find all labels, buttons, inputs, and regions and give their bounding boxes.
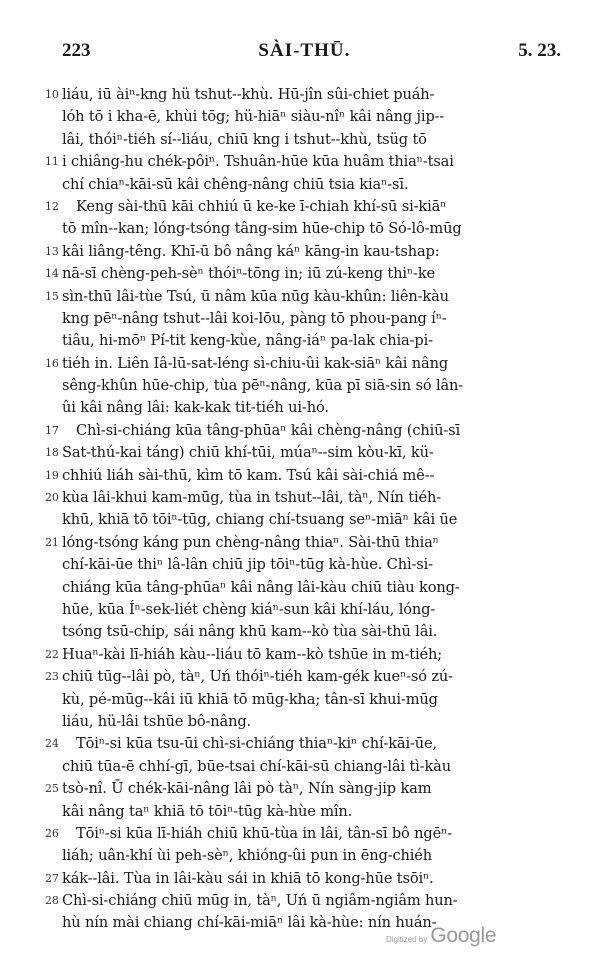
line-text: liáu, iū àiⁿ-kng hü tshut--khù. Hū-jîn sûi-chiet puáh- bbox=[62, 86, 435, 103]
text-line bbox=[45, 420, 562, 442]
line-text: ûi kâi nâng lâi: kak-kak tit-tiéh ui-hó. bbox=[62, 399, 329, 417]
body-text bbox=[45, 84, 562, 935]
line-text: hù nín mài chiang chí-kāi-miāⁿ lâi kà-hùe: nín huán- bbox=[62, 914, 437, 932]
text-line bbox=[62, 577, 562, 599]
text-line bbox=[62, 554, 562, 576]
text-line bbox=[45, 733, 562, 755]
verse-number: 24 bbox=[45, 737, 59, 751]
text-line bbox=[45, 778, 562, 800]
verse-number: 20 bbox=[45, 491, 59, 505]
verse-number: 22 bbox=[45, 647, 59, 661]
text-line bbox=[45, 286, 562, 308]
line-text: Chì-si-chiáng chiū mūg in, tàⁿ, Uń ū ngiâm-ngiâm hun- bbox=[62, 892, 458, 910]
verse-number: 14 bbox=[45, 267, 59, 281]
line-text: nā-sī chèng-peh-sèⁿ thóiⁿ-tōng in; iū zú-keng thiⁿ-ke bbox=[62, 265, 435, 283]
line-text: Tōiⁿ-si kūa tsu-ūi chì-si-chiáng thiaⁿ-kiⁿ chí-kāi-ūe, bbox=[76, 735, 438, 753]
text-line bbox=[62, 218, 562, 240]
page-header bbox=[62, 40, 561, 64]
verse-number: 23 bbox=[45, 670, 59, 684]
text-line bbox=[45, 465, 562, 487]
line-text: lóh tō i kha-ē, khùi tōg; hü-hiāⁿ siàu-nîⁿ kâi nâng jip-- bbox=[62, 108, 445, 126]
text-line bbox=[45, 868, 562, 890]
text-line bbox=[45, 890, 562, 912]
line-text: lâi, thóiⁿ-tiéh sí--liáu, chiū kng i tshut--khù, tsüg tō bbox=[62, 130, 427, 148]
line-text: Sat-thú-kai táng) chiū khí-tūi, múaⁿ--sim kòu-kī, kü- bbox=[62, 444, 434, 462]
line-text: tsóng tsū-chip, sái nâng khū kam--kò tùa sài-thū lâi. bbox=[62, 623, 438, 641]
line-text: chiū tūa-ē chhí-gī, būe-tsai chí-kāi-sū chiang-lâi tì-kàu bbox=[62, 757, 451, 775]
text-line bbox=[62, 308, 562, 330]
text-line bbox=[45, 151, 562, 173]
verse-number: 25 bbox=[45, 782, 59, 796]
text-line bbox=[45, 84, 562, 106]
verse-number: 10 bbox=[45, 88, 59, 101]
line-text: khū, khiā tō tōiⁿ-tūg, chiang chí-tsuang seⁿ-miāⁿ kâi ūe bbox=[62, 511, 458, 529]
line-text: sìn-thū lâi-tùe Tsú, ū nâm kūa nūg kàu-khûn: liên-kàu bbox=[62, 287, 449, 305]
verse-number: 26 bbox=[45, 826, 59, 840]
text-line bbox=[62, 509, 562, 531]
verse-number: 16 bbox=[45, 356, 59, 370]
text-line bbox=[45, 196, 562, 218]
line-text: chí chiaⁿ-kāi-sū kâi chêng-nâng chiū tsia kiaⁿ-sī. bbox=[62, 175, 409, 193]
text-line bbox=[62, 599, 562, 621]
text-line bbox=[62, 801, 562, 823]
line-text: chí-kāi-ūe thiⁿ lâ-lân chiū jip tōiⁿ-tūg kà-hùe. Chì-si- bbox=[62, 556, 433, 574]
verse-number: 11 bbox=[45, 155, 59, 169]
chapter-verse-ref: 5. 23. bbox=[518, 40, 561, 61]
line-text: chiū tūg--lâi pò, tàⁿ, Uń thóiⁿ-tiéh kam-gék kueⁿ-só zú- bbox=[62, 668, 453, 686]
line-text: chiáng kūa tâng-phūaⁿ kâi nâng lâi-kàu chiū tiàu kong- bbox=[62, 578, 460, 596]
line-text: Huaⁿ-kài lī-hiáh kàu--liáu tō kam--kò tshūe in m-tiéh; bbox=[62, 645, 442, 663]
text-line bbox=[62, 845, 562, 867]
line-text: tsò-nî. Ū chék-kāi-nâng lâi pò tàⁿ, Nín sàng-jip kam bbox=[62, 780, 432, 798]
text-line bbox=[62, 375, 562, 397]
text-line bbox=[62, 689, 562, 711]
verse-number: 12 bbox=[45, 199, 59, 213]
verse-number: 17 bbox=[45, 423, 59, 437]
page-number: 223 bbox=[62, 40, 91, 61]
verse-number: 18 bbox=[45, 446, 59, 460]
text-line bbox=[45, 263, 562, 285]
text-line bbox=[45, 442, 562, 464]
line-text: i chiâng-hu chék-pôiⁿ. Tshuân-hūe kūa huâm thiaⁿ-tsai bbox=[62, 153, 454, 171]
text-line bbox=[45, 666, 562, 688]
text-line bbox=[62, 106, 562, 128]
text-line bbox=[45, 241, 562, 263]
line-text: tiâu, hi-mōⁿ Pí-tit keng-kùe, nâng-iáⁿ pa-lak chia-pi- bbox=[62, 332, 433, 350]
line-text: kng pēⁿ-nâng tshut--lâi koi-lōu, pàng tō phou-pang íⁿ- bbox=[62, 309, 447, 327]
line-text: tiéh in. Liên Iâ-lū-sat-léng sì-chiu-ûi kak-siāⁿ kâi nâng bbox=[62, 354, 449, 372]
line-text: Keng sài-thū kāi chhiú ū ke-ke ī-chiah khí-sū si-kiāⁿ bbox=[76, 197, 447, 215]
verse-number: 19 bbox=[45, 468, 59, 482]
text-line bbox=[45, 487, 562, 509]
verse-number: 15 bbox=[45, 289, 59, 303]
text-line bbox=[62, 756, 562, 778]
text-line bbox=[62, 174, 562, 196]
text-line bbox=[62, 711, 562, 733]
line-text: liáh; uân-khí ùi peh-sèⁿ, khióng-ûi pun in ēng-chiéh bbox=[62, 847, 433, 865]
line-text: kák--lâi. Tùa in lâi-kàu sái in khiā tō kong-hūe tsōiⁿ. bbox=[62, 869, 434, 887]
line-text: kù, pé-mūg--kâi iū khiā tō mūg-kha; tân-sī khui-mūg bbox=[62, 690, 438, 708]
text-line bbox=[62, 129, 562, 151]
text-line bbox=[62, 621, 562, 643]
text-line bbox=[62, 330, 562, 352]
line-text: kùa lâi-khui kam-mūg, tùa in tshut--lâi, tàⁿ, Nín tiéh- bbox=[62, 489, 442, 507]
line-text: hūe, kūa Íⁿ-sek-liét chèng kiáⁿ-sun kâi khí-láu, lóng- bbox=[62, 600, 436, 618]
text-line bbox=[45, 532, 562, 554]
google-logo: Google bbox=[430, 924, 497, 947]
text-line bbox=[45, 644, 562, 666]
line-text: chhiú liáh sài-thū, kìm tō kam. Tsú kâi sài-chiá mê-- bbox=[62, 466, 435, 484]
verse-number: 21 bbox=[45, 535, 59, 549]
running-title: SÀI-THŪ. bbox=[258, 40, 351, 61]
digitized-by-label: Digitized by bbox=[386, 935, 428, 944]
line-text: liáu, hü-lâi tshūe bô-nâng. bbox=[62, 712, 252, 730]
text-line bbox=[62, 397, 562, 419]
line-text: sêng-khûn hūe-chip, tùa pēⁿ-nâng, kūa pī siā-sin só lân- bbox=[62, 377, 464, 395]
line-text: Tōiⁿ-si kūa lī-hiáh chiū khū-tùa in lâi, tân-sī bô ngēⁿ- bbox=[76, 824, 453, 842]
text-line bbox=[45, 823, 562, 845]
line-text: kâi liâng-têng. Khī-ū bô nâng káⁿ kāng-in kau-tshap: bbox=[62, 242, 440, 260]
verse-number: 27 bbox=[45, 871, 59, 885]
verse-number: 28 bbox=[45, 894, 59, 908]
line-text: kâi nâng taⁿ khiā tō tōiⁿ-tūg kà-hùe mîn. bbox=[62, 802, 353, 820]
verse-number: 13 bbox=[45, 244, 59, 258]
digitization-watermark bbox=[386, 924, 496, 948]
line-text: lóng-tsóng káng pun chèng-nâng thiaⁿ. Sài-thū thiaⁿ bbox=[62, 533, 439, 551]
text-line bbox=[45, 353, 562, 375]
line-text: Chì-si-chiáng kūa tâng-phūaⁿ kâi chèng-nâng (chiū-sī bbox=[76, 421, 461, 439]
line-text: tō mîn--kan; lóng-tsóng tâng-sim hūe-chip tō Só-lô-mūg bbox=[62, 220, 462, 238]
